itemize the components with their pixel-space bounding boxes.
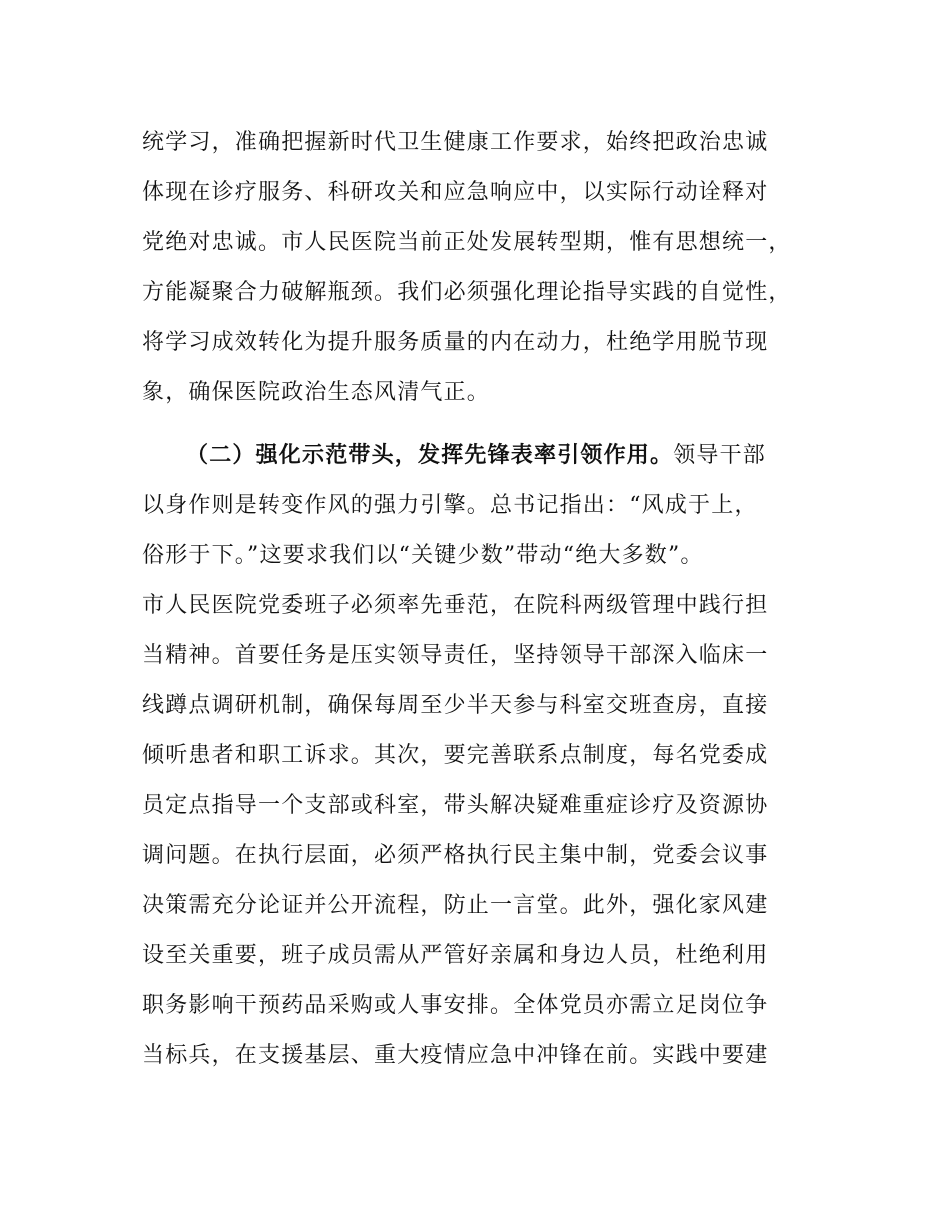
paragraph-2-line: 职务影响干预药品采购或人事安排。全体党员亦需立足岗位争 [142, 993, 769, 1018]
paragraph-1-line: 体现在诊疗服务、科研攻关和应急响应中，以实际行动诠释对 [142, 180, 769, 205]
paragraph-1-line: 方能凝聚合力破解瓶颈。我们必须强化理论指导实践的自觉性， [142, 280, 792, 305]
section-heading: （二）强化示范带头，发挥先锋表率引领作用。 [186, 443, 674, 468]
paragraph-2-line: 以身作则是转变作风的强力引擎。总书记指出：“风成于上， [142, 493, 758, 518]
paragraph-2-line: 员定点指导一个支部或科室，带头解决疑难重症诊疗及资源协 [142, 793, 769, 818]
paragraph-2-line: 设至关重要，班子成员需从严管好亲属和身边人员，杜绝利用 [142, 943, 769, 968]
paragraph-1-line: 党绝对忠诚。市人民医院当前正处发展转型期，惟有思想统一， [142, 230, 792, 255]
paragraph-2-line: 线蹲点调研机制，确保每周至少半天参与科室交班查房，直接 [142, 693, 769, 718]
paragraph-1-line: 象，确保医院政治生态风清气正。 [142, 380, 491, 405]
paragraph-2-line: 当精神。首要任务是压实领导责任，坚持领导干部深入临床一 [142, 643, 769, 668]
paragraph-2-first-line [186, 441, 766, 471]
paragraph-1-line: 将学习成效转化为提升服务质量的内在动力，杜绝学用脱节现 [142, 330, 769, 355]
paragraph-2-line: 调问题。在执行层面，必须严格执行民主集中制，党委会议事 [142, 843, 769, 868]
paragraph-2-line: 当标兵，在支援基层、重大疫情应急中冲锋在前。实践中要建 [142, 1043, 769, 1068]
heading-line-rest: 领导干部 [673, 443, 767, 468]
paragraph-2-line: 倾听患者和职工诉求。其次，要完善联系点制度，每名党委成 [142, 743, 769, 768]
paragraph-2-line: 决策需充分论证并公开流程，防止一言堂。此外，强化家风建 [142, 893, 769, 918]
paragraph-2-line: 市人民医院党委班子必须率先垂范，在院科两级管理中践行担 [142, 593, 769, 618]
paragraph-2-line: 俗形于下。”这要求我们以“关键少数”带动“绝大多数”。 [142, 543, 704, 568]
paragraph-1-line: 统学习，准确把握新时代卫生健康工作要求，始终把政治忠诚 [142, 130, 769, 155]
